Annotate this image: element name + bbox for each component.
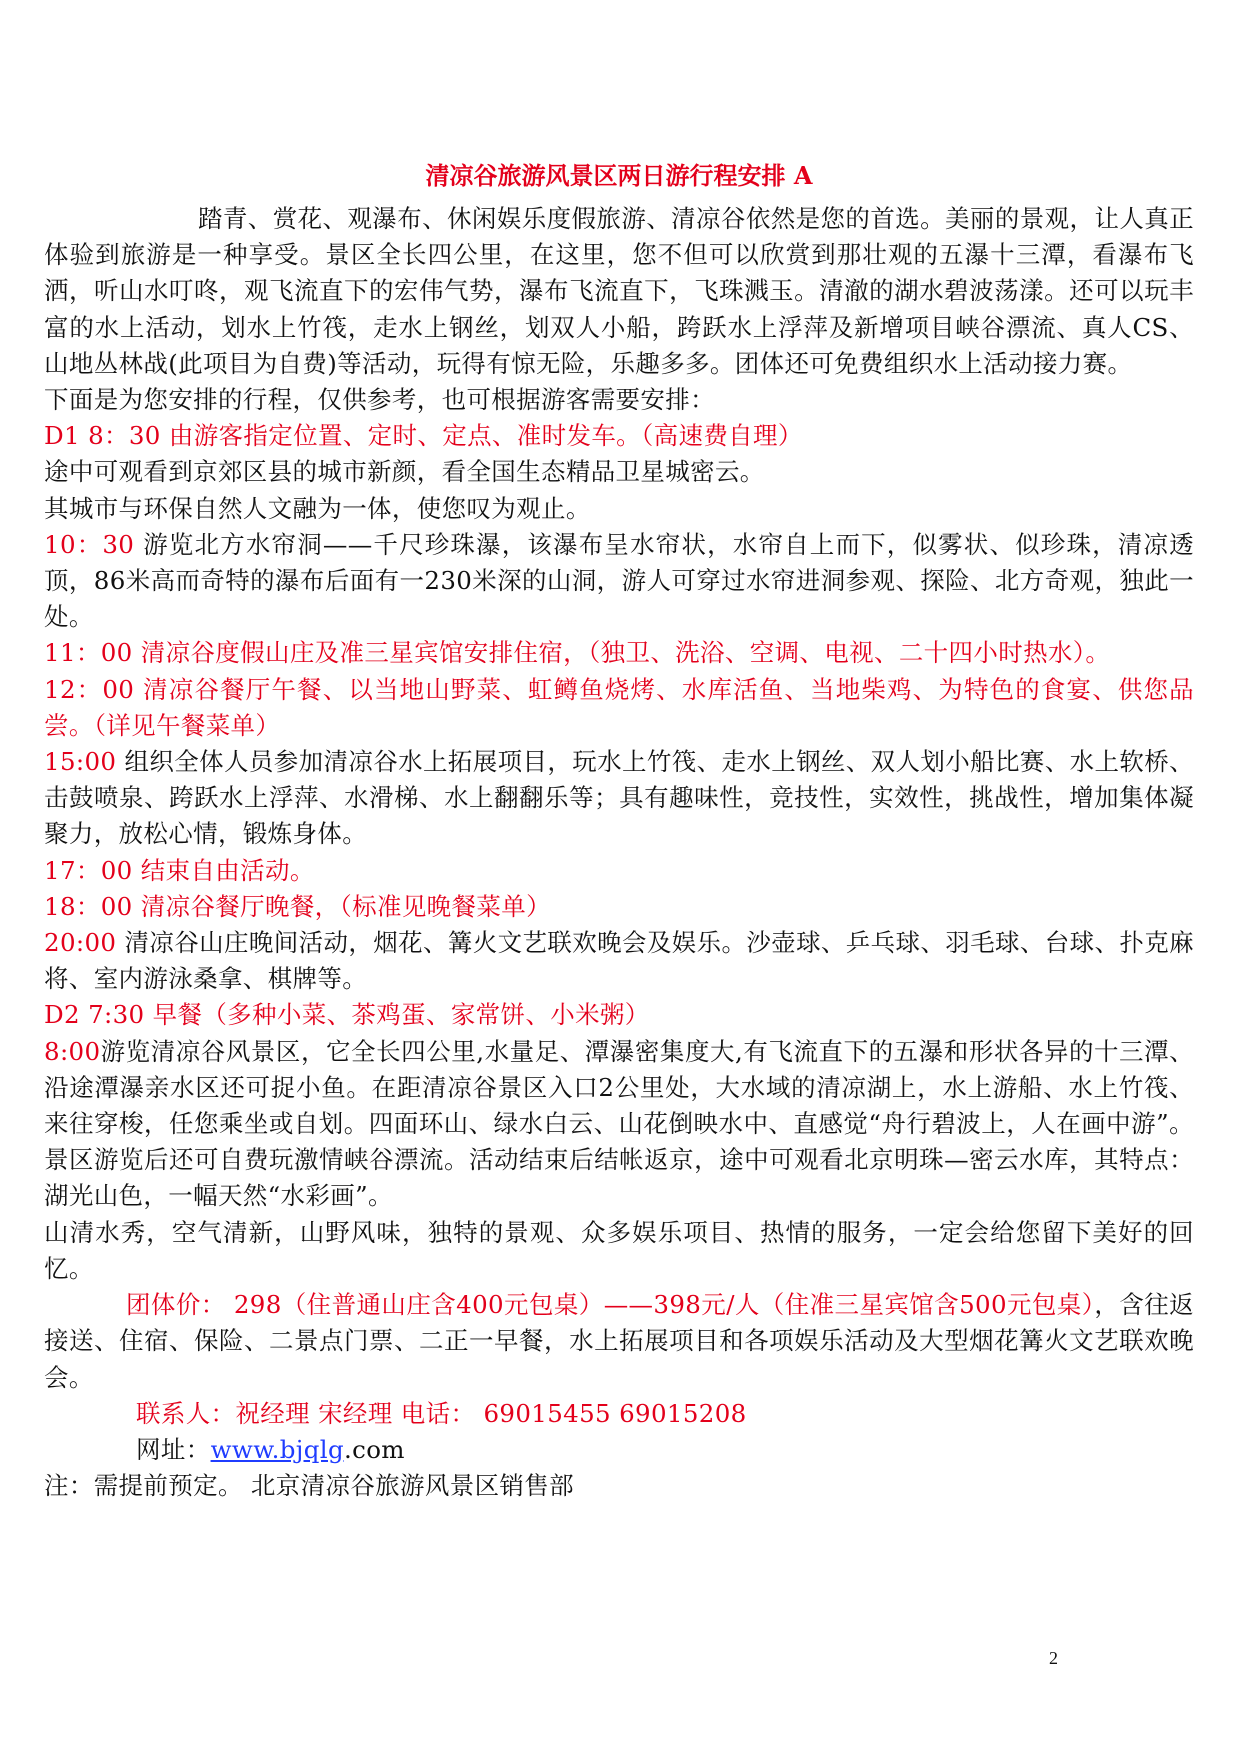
time-2000: 20:00 [44, 928, 117, 958]
page-number: 2 [1049, 1648, 1058, 1668]
text-0800: 游览清凉谷风景区，它全长四公里,水量足、潭瀑密集度大,有飞流直下的五瀑和形状各异的十三潭、沿途潭瀑亲水区还可捉小鱼。在距清凉谷景区入口2公里处，大水域的清凉湖上，水上游船、水上竹筏、来往穿梭，任您乘坐或自划。四面环山、绿水白云、山花倒映水中、直感觉“舟行碧波上，人在画中游”。景区游览后还可自费玩激情峡谷漂流。活动结束后结帐返京，途中可观看北京明珠—密云水库，其特点：湖光山色，一幅天然“水彩画”。 [44, 1036, 1194, 1211]
text-1500: 组织全体人员参加清凉谷水上拓展项目，玩水上竹筏、走水上钢丝、双人划小船比赛、水上软桥、击鼓喷泉、跨跃水上浮萍、水滑梯、水上翻翻乐等；具有趣味性，竞技性，实效性，挑战性，增加集体凝聚力，放松心情，锻炼身体。 [44, 747, 1194, 849]
website-label: 网址： [136, 1434, 211, 1464]
itinerary-1800: 18：00 清凉谷餐厅晚餐，（标准见晚餐菜单） [44, 891, 551, 921]
itinerary-1030 [44, 527, 1194, 636]
itinerary-1100: 11：00 清凉谷度假山庄及准三星宾馆安排住宿，（独卫、洗浴、空调、电视、二十四小时热水）。 [44, 638, 1111, 668]
text-2000: 清凉谷山庄晚间活动，烟花、篝火文艺联欢晚会及娱乐。沙壶球、乒乓球、羽毛球、台球、扑克麻将、室内游泳桑拿、棋牌等。 [44, 928, 1194, 994]
time-1500: 15:00 [44, 747, 117, 777]
intro-paragraph: 踏青、赏花、观瀑布、休闲娱乐度假旅游、清凉谷依然是您的首选。美丽的景观，让人真正体验到旅游是一种享受。景区全长四公里，在这里，您不但可以欣赏到那壮观的五瀑十三潭，看瀑布飞洒，听山水叮咚，观飞流直下的宏伟气势，瀑布飞流直下，飞珠溅玉。清澈的湖水碧波荡漾。还可以玩丰富的水上活动，划水上竹筏，走水上钢丝，划双人小船，跨跃水上浮萍及新增项目峡谷漂流、真人CS、山地丛林战(此项目为自费)等活动，玩得有惊无险，乐趣多多。团体还可免费组织水上活动接力赛。 [44, 204, 1194, 378]
time-1030: 10：30 [44, 529, 135, 559]
price-paragraph [44, 1287, 1194, 1396]
website-suffix: .com [344, 1434, 405, 1464]
itinerary-1700: 17：00 结束自由活动。 [44, 855, 315, 885]
itinerary-1200: 12：00 清凉谷餐厅午餐、以当地山野菜、虹鳟鱼烧烤、水库活鱼、当地柴鸡、为特色的食宴、供您品尝。（详见午餐菜单） [44, 674, 1194, 740]
document-body [44, 201, 1194, 1504]
price-highlight: 团体价： 298（住普通山庄含400元包桌）——398元/人（住准三星宾馆含500元包桌） [126, 1290, 1095, 1320]
itinerary-2000 [44, 925, 1194, 997]
website-link[interactable]: www.bjqlg [210, 1434, 344, 1464]
intro-end: 下面是为您安排的行程，仅供参考，也可根据游客需要安排： [44, 385, 715, 415]
website-line [44, 1432, 1194, 1468]
note-line: 注：需提前预定。 北京清凉谷旅游风景区销售部 [44, 1471, 574, 1501]
document-title: 清凉谷旅游风景区两日游行程安排 A [425, 161, 813, 190]
text-1030: 游览北方水帘洞——千尺珍珠瀑，该瀑布呈水帘状，水帘自上而下，似雾状、似珍珠，清凉透顶，86米高而奇特的瀑布后面有一230米深的山洞，游人可穿过水帘进洞参观、探险、北方奇观，独此一处。 [44, 529, 1195, 632]
d2-breakfast: D2 7:30 早餐（多种小菜、茶鸡蛋、家常饼、小米粥） [44, 1000, 650, 1030]
itinerary-0800 [44, 1034, 1194, 1215]
itinerary-1500 [44, 744, 1194, 853]
contact-line: 联系人：祝经理 宋经理 电话： 69015455 69015208 [136, 1398, 747, 1428]
time-0800: 8:00 [44, 1036, 101, 1066]
price-details: ，含往返接送、住宿、保险、二景点门票、二正一早餐，水上拓展项目和各项娱乐活动及大型烟花篝火文艺联欢晚会。 [44, 1290, 1195, 1392]
d1-view-line-1: 途中可观看到京郊区县的城市新颜，看全国生态精品卫星城密云。 [44, 457, 765, 487]
d1-view-line-2: 其城市与环保自然人文融为一体，使您叹为观止。 [44, 493, 591, 523]
closing-paragraph: 山清水秀，空气清新，山野风味，独特的景观、众多娱乐项目、热情的服务，一定会给您留下美好的回忆。 [44, 1217, 1194, 1283]
d1-departure: D1 8：30 由游客指定位置、定时、定点、准时发车。（高速费自理） [44, 421, 803, 451]
